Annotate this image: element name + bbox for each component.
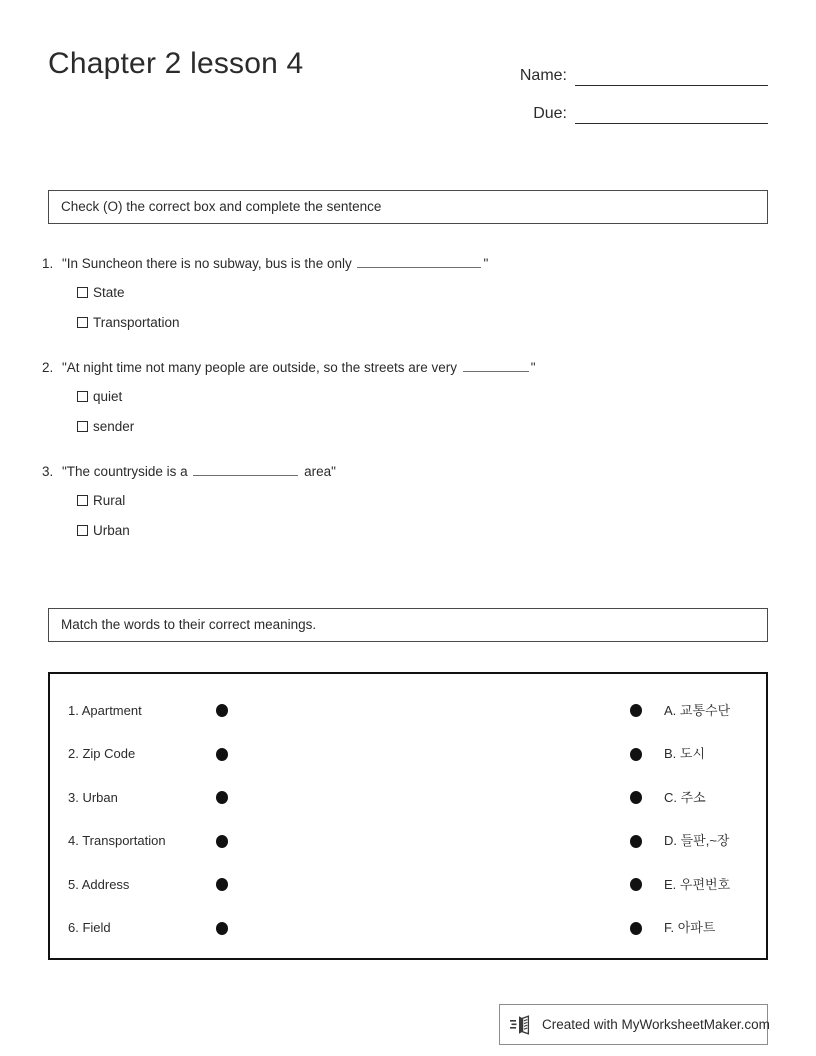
matching-left-item[interactable] (68, 919, 243, 937)
option-row[interactable] (77, 311, 776, 334)
option-label: quiet (93, 388, 123, 404)
checkbox-icon[interactable] (77, 525, 88, 536)
question-text-before-blank: "In Suncheon there is no subway, bus is the only (62, 256, 356, 271)
matching-right-item[interactable] (630, 876, 748, 894)
matching-left-item[interactable] (68, 832, 243, 850)
matching-rows (50, 696, 766, 957)
matching-row (68, 783, 748, 812)
questions-list (40, 253, 776, 565)
matching-row (68, 870, 748, 899)
student-meta-fields (478, 48, 768, 124)
answer-blank[interactable] (463, 359, 529, 372)
worksheet-maker-badge-label: Created with MyWorksheetMaker.com (542, 1016, 770, 1032)
connector-dot-left[interactable] (216, 922, 228, 935)
instruction-banner-check-box (48, 190, 768, 224)
connector-dot-right[interactable] (630, 791, 642, 804)
checkbox-icon[interactable] (77, 421, 88, 432)
checkbox-icon[interactable] (77, 391, 88, 402)
option-row[interactable] (77, 519, 776, 542)
question-number: 2. (42, 360, 54, 375)
worksheet-header (48, 44, 768, 134)
connector-dot-left[interactable] (216, 704, 228, 717)
matching-left-label: 2. Zip Code (68, 746, 136, 761)
matching-left-label: 4. Transportation (68, 833, 166, 848)
matching-left-item[interactable] (68, 702, 243, 720)
question-prompt (40, 461, 776, 483)
matching-left-label: 1. Apartment (68, 702, 142, 718)
matching-row (68, 696, 748, 725)
matching-row (68, 914, 748, 943)
answer-blank[interactable] (357, 255, 481, 268)
matching-right-item[interactable] (630, 832, 748, 850)
worksheet-maker-badge[interactable] (499, 1004, 768, 1045)
matching-left-item[interactable] (68, 745, 243, 763)
page-title: Chapter 2 lesson 4 (48, 47, 304, 80)
matching-right-label: C. 주소 (664, 789, 706, 805)
connector-dot-left[interactable] (216, 791, 228, 804)
question-prompt (40, 253, 776, 275)
due-field-label: Due: (533, 105, 567, 122)
worksheet-maker-logo-icon (509, 1013, 535, 1037)
checkbox-icon[interactable] (77, 495, 88, 506)
option-label: sender (93, 418, 135, 434)
matching-left-item[interactable] (68, 789, 243, 807)
option-row[interactable] (77, 385, 776, 408)
instruction-text: Check (O) the correct box and complete the sentence (61, 199, 382, 214)
matching-right-item[interactable] (630, 702, 748, 720)
option-row[interactable] (77, 415, 776, 438)
matching-right-item[interactable] (630, 919, 748, 937)
matching-right-label: E. 우편번호 (664, 876, 731, 892)
connector-dot-right[interactable] (630, 835, 642, 848)
due-input-line[interactable] (575, 104, 768, 124)
matching-right-item[interactable] (630, 789, 748, 807)
question-item (40, 253, 776, 334)
option-label: State (93, 284, 125, 300)
connector-dot-right[interactable] (630, 878, 642, 891)
option-label: Transportation (93, 314, 180, 330)
option-row[interactable] (77, 281, 776, 304)
question-number: 1. (42, 256, 54, 271)
question-options (40, 281, 776, 334)
option-row[interactable] (77, 489, 776, 512)
answer-blank[interactable] (193, 463, 298, 476)
question-number: 3. (42, 464, 54, 479)
matching-left-label: 6. Field (68, 920, 111, 935)
checkbox-icon[interactable] (77, 317, 88, 328)
question-text-before-blank: "The countryside is a (62, 464, 192, 479)
connector-dot-left[interactable] (216, 748, 228, 761)
question-text-before-blank: "At night time not many people are outside, so the streets are very (62, 360, 461, 375)
matching-exercise-box (48, 672, 768, 960)
question-item (40, 461, 776, 542)
instruction-text: Match the words to their correct meanings. (61, 617, 317, 632)
option-label: Urban (93, 522, 130, 538)
question-text-after-blank: area" (300, 464, 336, 479)
connector-dot-right[interactable] (630, 748, 642, 761)
question-text-after-blank: " (483, 256, 489, 271)
question-text-after-blank: " (530, 360, 536, 375)
matching-row (68, 740, 748, 769)
name-input-line[interactable] (575, 66, 768, 86)
matching-right-label: D. 들판,~장 (664, 833, 730, 848)
matching-left-label: 5. Address (68, 876, 130, 892)
matching-right-label: B. 도시 (664, 746, 706, 761)
matching-left-label: 3. Urban (68, 789, 118, 805)
matching-right-item[interactable] (630, 745, 748, 763)
question-item (40, 357, 776, 438)
name-field-row (478, 48, 768, 86)
matching-right-label: F. 아파트 (664, 920, 716, 935)
connector-dot-left[interactable] (216, 878, 228, 891)
checkbox-icon[interactable] (77, 287, 88, 298)
instruction-banner-matching (48, 608, 768, 642)
due-field-row (478, 86, 768, 124)
matching-left-item[interactable] (68, 876, 243, 894)
question-options (40, 385, 776, 438)
question-options (40, 489, 776, 542)
matching-row (68, 827, 748, 856)
connector-dot-right[interactable] (630, 922, 642, 935)
option-label: Rural (93, 492, 126, 508)
connector-dot-right[interactable] (630, 704, 642, 717)
matching-right-label: A. 교통수단 (664, 702, 731, 718)
name-field-label: Name: (519, 67, 567, 84)
question-prompt (40, 357, 776, 379)
connector-dot-left[interactable] (216, 835, 228, 848)
